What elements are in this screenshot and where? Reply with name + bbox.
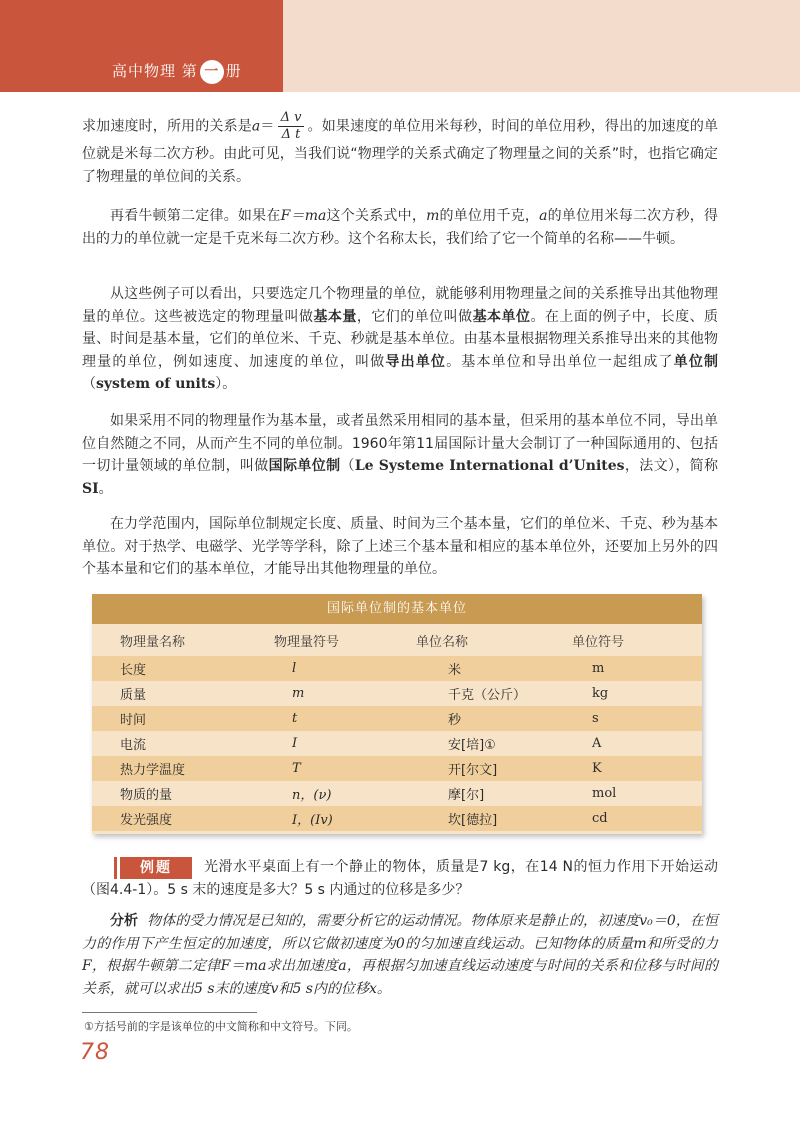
table-row	[92, 781, 702, 806]
cell-unit-symbol: kg	[592, 686, 609, 701]
analysis-text: 物体的受力情况是已知的，需要分析它的运动情况。物体原来是静止的，初速度v₀＝0，在恒力的作用下产生恒定的加速度，所以它做初速度为0的匀加速直线运动。已知物体的质量m和所受的力F，根据牛顿第二定律F＝ma求出加速度a，再根据匀加速直线运动速度与时间的关系和位移与时间的关系，就可以求出5 s末的速度v和5 s内的位移x。	[82, 913, 718, 997]
cell-unit: 坎[德拉]	[448, 813, 498, 828]
cell-unit: 安[培]①	[448, 738, 496, 753]
fraction-numerator: Δ v	[278, 110, 305, 127]
si-base-units-table	[92, 594, 702, 834]
table-row	[92, 706, 702, 731]
p4-paren-open: （	[340, 458, 355, 474]
p4-text-d: 。	[98, 480, 113, 497]
term-derived-unit: 导出单位	[385, 353, 447, 370]
table-row	[92, 806, 702, 831]
p3-text-d: 。基本单位和导出单位一起组成了	[446, 353, 674, 370]
cell-quantity: 发光强度	[120, 813, 173, 828]
book-title	[112, 60, 242, 84]
p2-text-a: 再看牛顿第二定律。如果在	[110, 208, 281, 224]
cell-unit-symbol: s	[592, 711, 599, 726]
header-quantity-symbol: 物理量符号	[274, 634, 340, 650]
cell-unit-symbol: cd	[592, 811, 608, 826]
paragraph-acceleration-units	[82, 110, 718, 188]
cell-symbol: l	[292, 661, 297, 676]
paragraph-newton-second-law	[82, 205, 718, 250]
header-light-band	[283, 0, 800, 92]
cell-symbol: I，(Iv)	[292, 813, 333, 828]
p3-text-c: 。在上面的例子中，长度、质量、时间是基本量，它们的单位米、千克、秒就是基本单位。由基本量根据物理关系推导出来的其他物理量的单位，例如速度、加速度的单位，叫做	[82, 308, 719, 370]
book-title-suffix: 册	[225, 62, 242, 80]
cell-symbol: m	[292, 686, 305, 701]
cell-symbol: I	[292, 736, 298, 751]
p3-paren-close: ）。	[215, 376, 237, 392]
header-unit-name: 单位名称	[416, 634, 469, 650]
cell-quantity: 电流	[120, 738, 147, 753]
acceleration-fraction	[278, 110, 305, 143]
p1-text-a: 求加速度时，所用的关系是	[82, 118, 252, 135]
p1-text-b: 。如果速度的单位用米每秒，时间的单位用秒，得出的加速度的单位就是米每二次方秒。由此可见，当我们说“物理学的关系式确定了物理量之间的关系”时，也指它确定了物理量的单位间的关系。	[82, 118, 719, 185]
p4-text-a: 如果采用不同的物理量作为基本量，或者虽然采用相同的基本量，但采用的基本单位不同，导出单位自然随之不同，从而产生不同的单位制。1960年第11届国际计量大会制订了一种国际通用的、包括一切计量领域的单位制，叫做	[82, 413, 718, 474]
cell-unit: 秒	[448, 713, 462, 728]
header-unit-symbol: 单位符号	[572, 634, 625, 650]
example-problem	[82, 856, 718, 901]
p3-paren-open: （	[82, 376, 96, 392]
paragraph-si-system	[82, 410, 718, 500]
cell-symbol: T	[292, 761, 301, 776]
newton-formula: F＝ma	[280, 208, 327, 224]
cell-unit: 千克（公斤）	[448, 688, 527, 703]
header-accent-band	[0, 0, 283, 92]
page-header	[0, 0, 800, 92]
term-french-name: Le Systeme International d’Unites	[354, 458, 625, 474]
book-title-text: 高中物理 第	[112, 62, 198, 80]
cell-quantity: 时间	[120, 713, 147, 728]
cell-quantity: 热力学温度	[120, 763, 186, 778]
cell-symbol: n，(ν)	[292, 788, 332, 803]
fraction-denominator: Δ t	[281, 127, 301, 142]
cell-unit-symbol: mol	[592, 786, 617, 801]
p3-text-a: 从这些例子可以看出，只要选定几个物理量的单位，就能够利用物理量之间的关系推导出其他物理量的单位。这些被选定的物理量叫做	[82, 286, 718, 325]
analysis-paragraph	[82, 910, 718, 1000]
cell-unit: 米	[448, 663, 462, 678]
table-row	[92, 681, 702, 706]
table-row	[92, 656, 702, 681]
p2-text-d: 的单位用米每二次方秒，得出的力的单位就一定是千克米每二次方秒。这个名称太长，我们给了它一个简单的名称——牛顿。	[82, 208, 718, 247]
term-base-quantity: 基本量	[313, 308, 357, 325]
cell-unit: 摩[尔]	[448, 788, 485, 803]
cell-symbol: t	[292, 711, 298, 726]
p2-text-b: 这个关系式中，	[326, 208, 427, 224]
cell-unit-symbol: A	[592, 736, 602, 751]
cell-unit: 开[尔文]	[448, 763, 498, 778]
cell-unit-symbol: K	[592, 761, 602, 776]
analysis-label: 分析	[110, 913, 139, 929]
page-number: 78	[80, 1040, 110, 1065]
cell-quantity: 质量	[120, 688, 147, 703]
table-row	[92, 756, 702, 781]
term-system-of-units: system of units	[96, 376, 216, 392]
p5-text: 在力学范围内，国际单位制规定长度、质量、时间为三个基本量，它们的单位米、千克、秒为基本单位。对于热学、电磁学、光学等学科，除了上述三个基本量和相应的基本单位外，还要加上另外的四个基本量和它们的基本单位，才能导出其他物理量的单位。	[82, 516, 718, 577]
cell-unit-symbol: m	[592, 661, 605, 676]
footnote: ①方括号前的字是该单位的中文简称和中文符号。下同。	[84, 1020, 358, 1033]
table-title: 国际单位制的基本单位	[92, 594, 702, 624]
term-si-abbr: SI	[82, 480, 99, 497]
term-si: 国际单位制	[268, 458, 341, 474]
cell-quantity: 长度	[120, 663, 147, 678]
p1-equals: ＝	[260, 118, 275, 135]
footnote-divider	[82, 1012, 257, 1013]
volume-badge: 一	[200, 60, 224, 84]
p2-text-c: 的单位用千克，	[439, 208, 540, 224]
p2-symbol-a: a	[539, 208, 548, 224]
table-header-row	[92, 624, 702, 656]
p3-text-b: ，它们的单位叫做	[356, 308, 473, 325]
p2-symbol-m: m	[426, 208, 440, 224]
table-row	[92, 731, 702, 756]
example-tag: 例题	[120, 857, 192, 879]
p4-text-c: ，法文），简称	[624, 458, 719, 474]
header-quantity-name: 物理量名称	[120, 634, 186, 650]
cell-quantity: 物质的量	[120, 788, 173, 803]
paragraph-mechanics-base	[82, 513, 718, 581]
term-base-unit: 基本单位	[472, 308, 531, 325]
term-unit-system: 单位制	[673, 353, 719, 370]
paragraph-base-units	[82, 283, 718, 396]
p1-symbol-a: a	[251, 118, 261, 135]
example-problem-text: 光滑水平桌面上有一个静止的物体，质量是7 kg，在14 N的恒力作用下开始运动（图4.4-1）。5 s 末的速度是多大？5 s 内通过的位移是多少？	[82, 859, 718, 898]
